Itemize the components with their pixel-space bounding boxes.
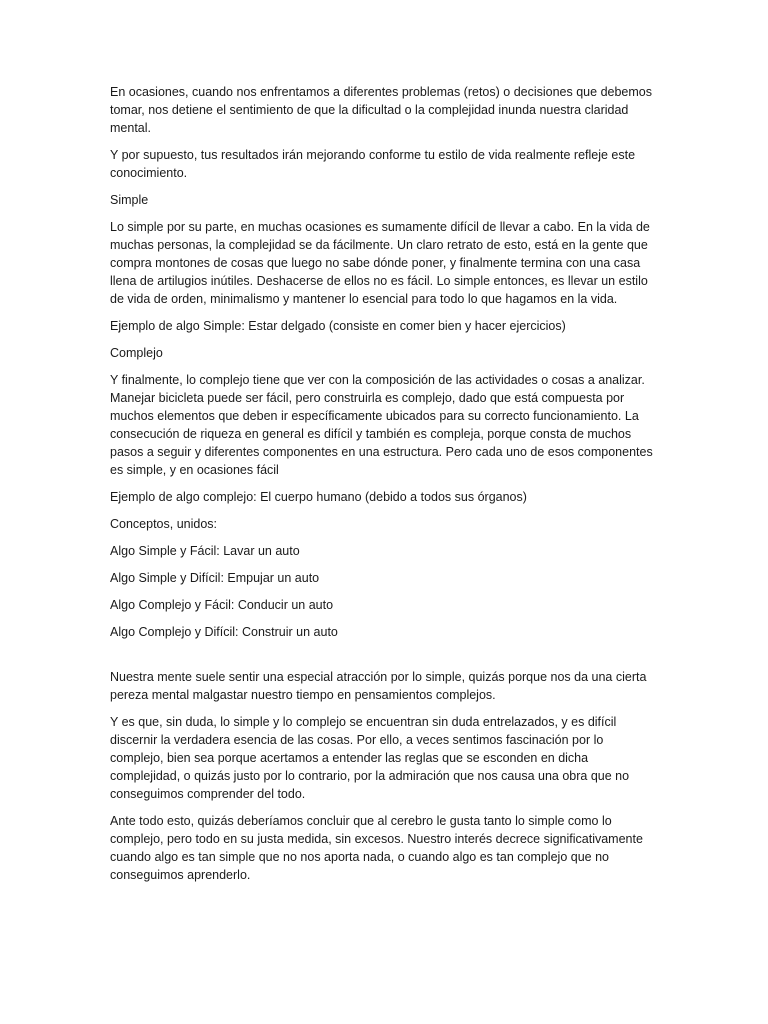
paragraph-complejo: Y finalmente, lo complejo tiene que ver con la composición de las actividades o cosas a analizar. Manejar bicicleta puede ser fácil, pero construirla es complejo, dado que está compuesta por muchos elementos que deben ir específicamente ubicados para su correcto funcionamiento. La consecución de riqueza en general es difícil y también es compleja, porque consta de muchos pasos a seguir y diferentes componentes en una estructura. Pero cada uno de esos componentes es simple, y en ocasiones fácil [110,373,653,477]
paragraph-results: Y por supuesto, tus resultados irán mejorando conforme tu estilo de vida realmente refleje este conocimiento. [110,148,636,180]
blank-line [110,650,658,668]
paragraph-mente: Nuestra mente suele sentir una especial atracción por lo simple, quizás porque nos da una cierta pereza mental malgastar nuestro tiempo en pensamientos complejos. [110,670,647,702]
document-body [110,83,658,893]
paragraph-simple-example: Ejemplo de algo Simple: Estar delgado (consiste en comer bien y hacer ejercicios) [110,319,566,333]
concept-item: Algo Complejo y Fácil: Conducir un auto [110,598,334,612]
concept-item: Algo Complejo y Difícil: Construir un auto [110,625,338,639]
heading-simple: Simple [110,193,149,207]
paragraph-conclusion: Ante todo esto, quizás deberíamos concluir que al cerebro le gusta tanto lo simple como lo complejo, pero todo en su justa medida, sin excesos. Nuestro interés decrece significativamente cuando algo es tan simple que no nos aporta nada, o cuando algo es tan complejo que no conseguimos aprenderlo. [110,814,643,882]
concept-item: Algo Simple y Fácil: Lavar un auto [110,544,300,558]
concept-item: Algo Simple y Difícil: Empujar un auto [110,571,320,585]
paragraph-simple: Lo simple por su parte, en muchas ocasiones es sumamente difícil de llevar a cabo. En la vida de muchas personas, la complejidad se da fácilmente. Un claro retrato de esto, está en la gente que compra montones de cosas que luego no sabe dónde poner, y finalmente termina con una casa llena de artilugios inútiles. Deshacerse de ellos no es fácil. Lo simple entonces, es llevar un estilo de vida de orden, minimalismo y mantener lo esencial para todo lo que hagamos en la vida. [110,220,650,306]
paragraph-intro: En ocasiones, cuando nos enfrentamos a diferentes problemas (retos) o decisiones que debemos tomar, nos detiene el sentimiento de que la dificultad o la complejidad inunda nuestra claridad mental. [110,85,652,135]
paragraph-entrelazados: Y es que, sin duda, lo simple y lo complejo se encuentran sin duda entrelazados, y es difícil discernir la verdadera esencia de las cosas. Por ello, a veces sentimos fascinación por lo complejo, bien sea porque acertamos a entender las reglas que se esconden en dicha complejidad, o quizás justo por lo contrario, por la admiración que nos causa una obra que no conseguimos comprender del todo. [110,715,630,801]
heading-complejo: Complejo [110,346,163,360]
heading-conceptos: Conceptos, unidos: [110,517,218,531]
paragraph-complejo-example: Ejemplo de algo complejo: El cuerpo humano (debido a todos sus órganos) [110,490,527,504]
